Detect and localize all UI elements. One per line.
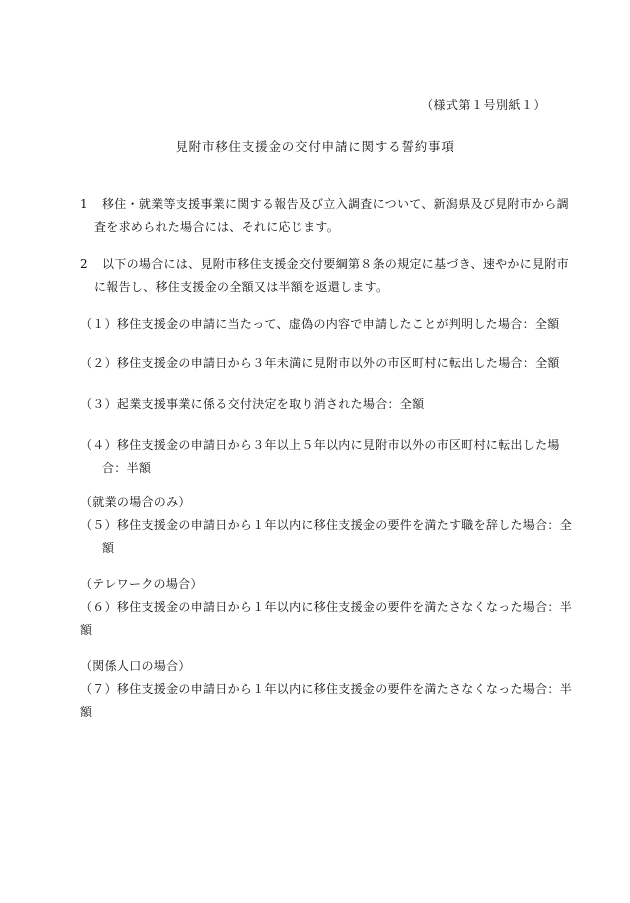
section-related-population-label: （関係人口の場合）	[80, 659, 191, 673]
condition-4-line-2: 合：半額	[102, 461, 152, 475]
pledge-1-line-2: 査を求められた場合には、それに応じます。	[94, 220, 340, 234]
condition-5-line-2: 額	[102, 541, 115, 555]
condition-5-line-1: （５）移住支援金の申請日から１年以内に移住支援金の要件を満たす職を辞した場合：全	[80, 518, 573, 532]
section-related-population	[80, 655, 573, 724]
condition-7-line-1: （７）移住支援金の申請日から１年以内に移住支援金の要件を満たさなくなった場合：半	[80, 682, 573, 696]
condition-3-text: （３）起業支援事業に係る交付決定を取り消された場合：全額	[80, 397, 425, 411]
document-title: 見附市移住支援金の交付申請に関する誓約事項	[175, 139, 455, 154]
section-employment-label: （就業の場合のみ）	[80, 495, 191, 509]
section-telework-label: （テレワークの場合）	[80, 577, 203, 591]
pledge-1-text: 移住・就業等支援事業に関する報告及び立入調査について、新潟県及び見附市から調	[102, 197, 569, 211]
section-telework	[80, 573, 573, 642]
pledge-1-line-1	[80, 193, 569, 216]
condition-4	[80, 434, 560, 480]
condition-1	[80, 313, 560, 336]
condition-4-line-1: （４）移住支援金の申請日から３年以上５年以内に見附市以外の市区町村に転出した場	[80, 438, 560, 452]
form-number: （様式第１号別紙１）	[420, 98, 546, 112]
pledge-1-number: 1	[80, 197, 88, 211]
condition-2	[80, 352, 560, 375]
pledge-1	[80, 193, 569, 239]
condition-3	[80, 393, 550, 416]
pledge-2-text: 以下の場合には、見附市移住支援金交付要綱第８条の規定に基づき、速やかに見附市	[102, 257, 569, 271]
pledge-2	[80, 253, 569, 299]
condition-2-text: （２）移住支援金の申請日から３年未満に見附市以外の市区町村に転出した場合：全額	[80, 356, 560, 370]
condition-7-line-2: 額	[80, 705, 93, 719]
condition-6-line-1: （６）移住支援金の申請日から１年以内に移住支援金の要件を満たさなくなった場合：半	[80, 600, 573, 614]
condition-1-text: （１）移住支援金の申請に当たって、虚偽の内容で申請したことが判明した場合：全額	[80, 317, 560, 331]
pledge-2-line-1	[80, 253, 569, 276]
condition-6-line-2: 額	[80, 623, 93, 637]
pledge-2-number: 2	[80, 257, 88, 271]
section-employment	[80, 491, 573, 560]
pledge-2-line-2: に報告し、移住支援金の全額又は半額を返還します。	[94, 280, 389, 294]
